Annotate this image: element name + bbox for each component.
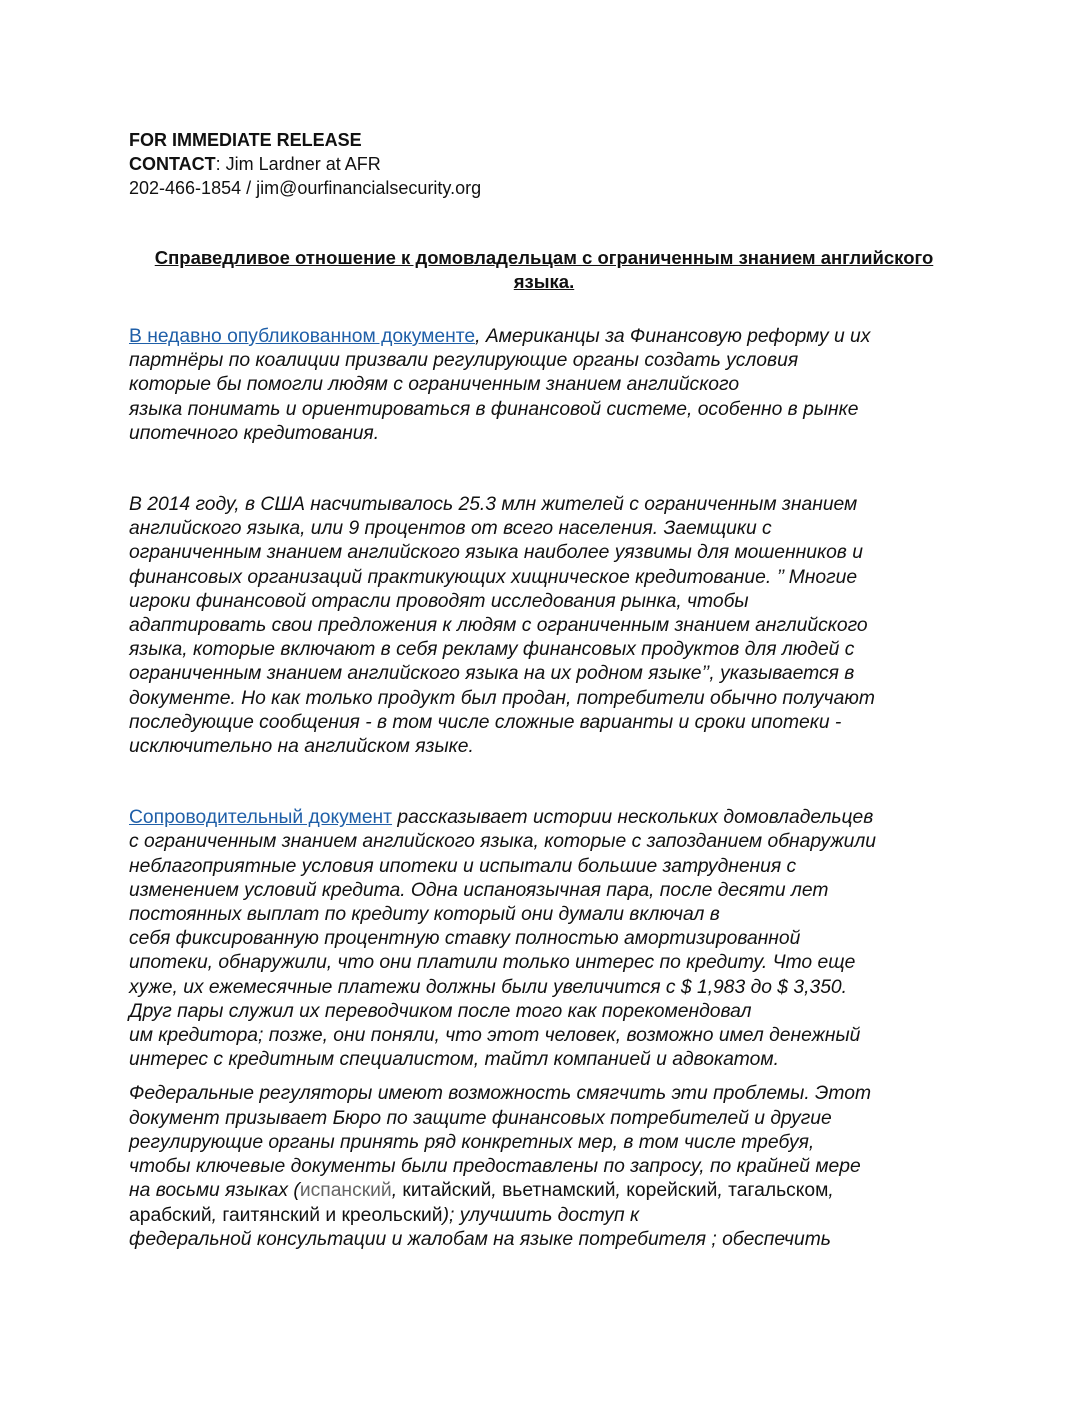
- languages-line-2: арабский, гаитянский и креольский); улучшить доступ к: [129, 1204, 640, 1226]
- companion-document-link[interactable]: Сопроводительный документ: [129, 807, 393, 829]
- paragraph-2: В 2014 году, в США насчитывалось 25.3 млн жителей с ограниченным знанием английского языка, или 9 процентов от всего населения. Заемщики с ограниченным знанием английского языка наиболее уязвимы для мошенников и финансовых организаций практикующих хищническое кредитование. ’’ Многие игроки финансовой отрасли проводят исследования рынка, чтобы адаптировать свои предложения к людям с ограниченным знанием английского языка, которые включают в себя рекламу финансовых продуктов для людей с ограниченным знанием английского языка на их родном языке’’, указывается в документе. Но как только продукт был продан, потребители обычно получают последующие сообщения - в том числе сложные варианты и сроки ипотеки - исключительно на английском языке.: [129, 494, 875, 758]
- release-label: FOR IMMEDIATE RELEASE: [129, 130, 362, 150]
- document-title: Справедливое отношение к домовладельцам с ограниченным знанием английского языка.: [154, 247, 934, 292]
- contact-value: : Jim Lardner at AFR: [215, 154, 381, 174]
- paragraph-1: В недавно опубликованном документе, Американцы за Финансовую реформу и их партнёры по коалиции призвали регулирующие органы создать условия которые бы помогли людям с ограниченным знанием английского языка понимать и ориентироваться в финансовой системе, особенно в рынке ипотечного кредитования.: [129, 326, 871, 444]
- document-page: [129, 128, 959, 1252]
- press-header: [129, 128, 959, 200]
- languages-line-1: на восьми языках (испанский, китайский, вьетнамский, корейский, тагальском,: [129, 1180, 834, 1202]
- contact-label: CONTACT: [129, 154, 216, 174]
- contact-phone-email: 202-466-1854 / jim@ourfinancialsecurity.org: [129, 178, 482, 198]
- paragraph-4: Федеральные регуляторы имеют возможность смягчить эти проблемы. Этот документ призывает Бюро по защите финансовых потребителей и другие регулирующие органы принять ряд конкретных мер, в том числе требуя, чтобы ключевые документы были предоставлены по запросу, по крайней мере на восьми языках (испанский, китайский, вьетнамский, корейский, тагальском, арабский, гаитянский и креольский); улучшить доступ к федеральной консультации и жалобам на языке потребителя ; обеспечить: [129, 1082, 959, 1251]
- recent-document-link[interactable]: В недавно опубликованном документе: [129, 326, 476, 347]
- paragraph-3: Сопроводительный документ рассказывает истории нескольких домовладельцев с ограниченным знанием английского языка, которые с запозданием обнаружили неблагоприятные условия ипотеки и испытали большие затруднения с изменением условий кредита. Одна испаноязычная пара, после десяти лет постоянных выплат по кредиту который они думали включал в себя фиксированную процентную ставку полностью амортизированной ипотеки, обнаружили, что они платили только интерес по кредиту. Что еще хуже, их ежемесячные платежи должны были увеличится с $ 1,983 до $ 3,350. Друг пары служил их переводчиком после того как порекомендовал им кредитора; позже, они поняли, что этот человек, возможно имел денежный интерес с кредитным специалистом, тайтл компанией и адвокатом.: [129, 807, 876, 1071]
